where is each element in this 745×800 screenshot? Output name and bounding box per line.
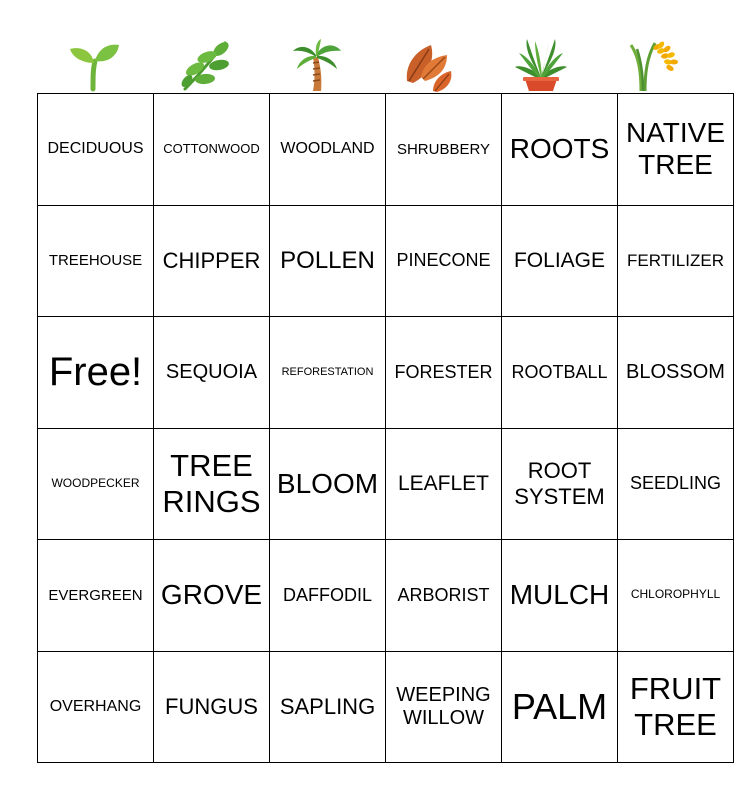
bingo-cell[interactable]: FORESTER xyxy=(386,317,502,429)
bingo-cell[interactable]: SHRUBBERY xyxy=(386,94,502,206)
header-cell-2 xyxy=(149,36,261,94)
header-cell-4 xyxy=(373,36,485,94)
bingo-cell[interactable]: ARBORIST xyxy=(386,540,502,652)
bingo-cell[interactable]: SEEDLING xyxy=(618,428,734,540)
bingo-cell[interactable]: OVERHANG xyxy=(38,651,154,763)
bingo-cell[interactable]: ROOTS xyxy=(502,94,618,206)
bingo-cell[interactable]: SEQUOIA xyxy=(154,317,270,429)
board-row-2 xyxy=(38,205,734,317)
bingo-cell[interactable]: LEAFLET xyxy=(386,428,502,540)
bingo-cell[interactable]: WOODLAND xyxy=(270,94,386,206)
board-header xyxy=(37,36,709,94)
fallen-leaves-icon xyxy=(401,37,457,93)
bingo-cell[interactable]: GROVE xyxy=(154,540,270,652)
bingo-cell[interactable]: BLOSSOM xyxy=(618,317,734,429)
free-space-cell[interactable]: Free! xyxy=(38,317,154,429)
header-cell-3 xyxy=(261,36,373,94)
bingo-cell[interactable]: PINECONE xyxy=(386,205,502,317)
bingo-cell[interactable]: NATIVE TREE xyxy=(618,94,734,206)
bingo-cell[interactable]: MULCH xyxy=(502,540,618,652)
bingo-cell[interactable]: EVERGREEN xyxy=(38,540,154,652)
bingo-cell[interactable]: FOLIAGE xyxy=(502,205,618,317)
bingo-cell[interactable]: WEEPING WILLOW xyxy=(386,651,502,763)
header-cell-1 xyxy=(37,36,149,94)
bingo-cell[interactable]: SAPLING xyxy=(270,651,386,763)
board-row-1 xyxy=(38,94,734,206)
bingo-cell[interactable]: PALM xyxy=(502,651,618,763)
potted-plant-icon xyxy=(513,37,569,93)
bingo-cell[interactable]: DECIDUOUS xyxy=(38,94,154,206)
bingo-cell[interactable]: TREE RINGS xyxy=(154,428,270,540)
bingo-cell[interactable]: ROOT SYSTEM xyxy=(502,428,618,540)
bingo-cell[interactable]: CHLOROPHYLL xyxy=(618,540,734,652)
board-row-5 xyxy=(38,540,734,652)
bingo-cell[interactable]: TREEHOUSE xyxy=(38,205,154,317)
board-row-6 xyxy=(38,651,734,763)
bingo-cell[interactable]: ROOTBALL xyxy=(502,317,618,429)
seedling-icon xyxy=(65,37,121,93)
bingo-cell[interactable]: WOODPECKER xyxy=(38,428,154,540)
herb-icon xyxy=(177,37,233,93)
header-cell-6 xyxy=(597,36,709,94)
palm-tree-icon xyxy=(289,37,345,93)
bingo-cell[interactable]: FERTILIZER xyxy=(618,205,734,317)
bingo-cell[interactable]: FUNGUS xyxy=(154,651,270,763)
bingo-cell[interactable]: DAFFODIL xyxy=(270,540,386,652)
bingo-cell[interactable]: COTTONWOOD xyxy=(154,94,270,206)
bingo-cell[interactable]: REFORESTATION xyxy=(270,317,386,429)
bingo-cell[interactable]: CHIPPER xyxy=(154,205,270,317)
bingo-cell[interactable]: FRUIT TREE xyxy=(618,651,734,763)
board-row-4 xyxy=(38,428,734,540)
sheaf-of-rice-icon xyxy=(625,37,681,93)
header-cell-5 xyxy=(485,36,597,94)
bingo-board xyxy=(37,93,734,763)
bingo-cell[interactable]: BLOOM xyxy=(270,428,386,540)
bingo-cell[interactable]: POLLEN xyxy=(270,205,386,317)
board-row-3 xyxy=(38,317,734,429)
